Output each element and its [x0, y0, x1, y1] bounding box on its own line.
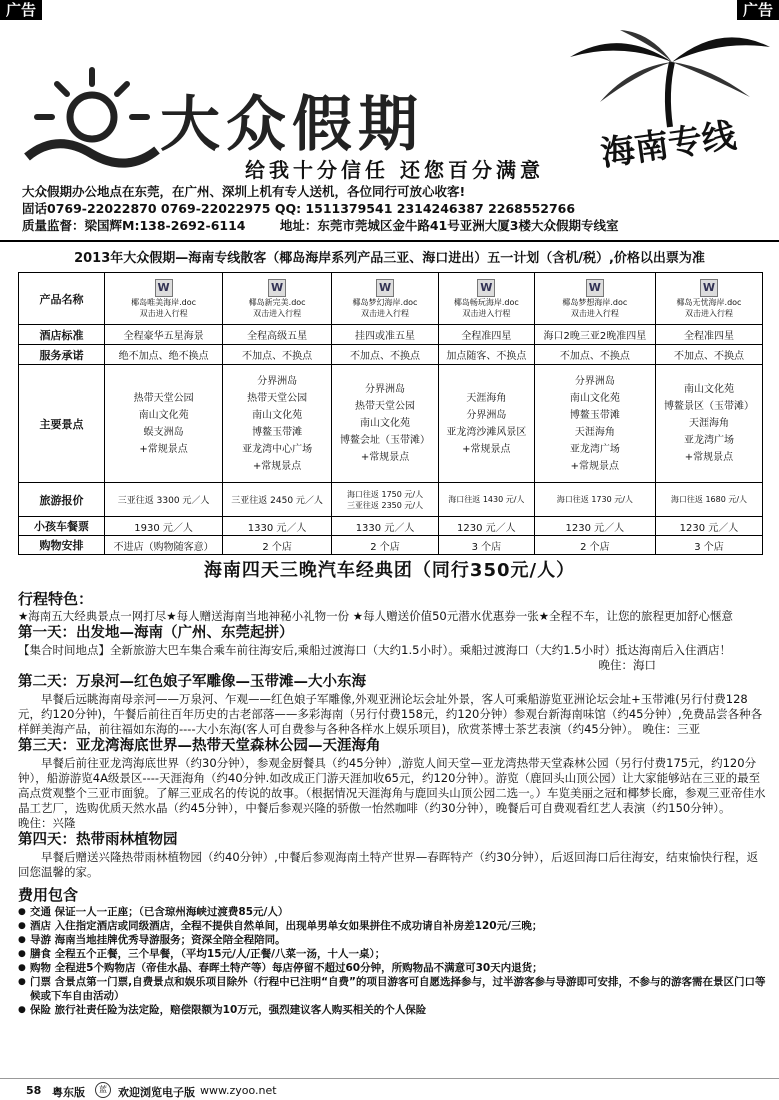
fee-item: ● 门票 含景点第一门票,自费景点和娱乐项目除外（行程中已注明“自费”的项目游客可自愿选择参与，过半游客参与导游即可安排，不参与的游客需在景区门口等候或下车自由活动） [18, 975, 766, 1003]
day3-note: 晚住：兴隆 [18, 816, 76, 830]
divider [0, 240, 779, 242]
page-footer [0, 1078, 779, 1100]
row-child: 小孩车餐票 1930 元／人 1330 元／人 1330 元／人 1230 元／人 1230 元／人 1230 元／人 [19, 517, 763, 536]
day1-title: 第一天：出发地—海南（广州、东莞起拼） [18, 625, 294, 641]
row-head: 产品名称 [19, 273, 105, 325]
slogan: 给我十分信任 还您百分满意 [245, 158, 544, 182]
palm-tree-icon [560, 22, 775, 132]
product-doc-3[interactable]: W 椰岛梦幻海岸.doc 双击进入行程 [332, 273, 439, 325]
fee-item: ● 购物 全程进5个购物店（帝佳水晶、春晖土特产等）每店停留不超过60分钟，所购物品不满意可30天内退货； [18, 961, 766, 975]
itinerary [18, 588, 766, 1017]
contact-line-1: 大众假期办公地点在东莞，在广州、深圳上机有专人送机，各位同行可放心收客! [22, 184, 466, 199]
fee-item: ● 保险 旅行社责任险为法定险，赔偿限额为10万元，强烈建议客人购买相关的个人保险 [18, 1003, 766, 1017]
page-number: 58 [26, 1084, 42, 1097]
fee-item: ● 交通 保证一人一正座；（已含琼州海峡过渡费85元/人） [18, 905, 766, 919]
product-doc-4[interactable]: W 椰岛畅玩海岸.doc 双击进入行程 [439, 273, 535, 325]
footer-url[interactable]: www.zyoo.net [200, 1084, 277, 1097]
contact-line-2: 固话0769-22022870 0769-22022975 QQ: 1511379541 2314246387 2268552766 [22, 201, 576, 216]
fee-item: ● 酒店 入住指定酒店或同级酒店，全程不提供自然单间，出现单男单女如果拼住不成功请自补房差120元/三晚； [18, 919, 766, 933]
footer-text: 欢迎浏览电子版 [118, 1086, 195, 1099]
product-table [18, 272, 763, 555]
day1-text: 【集合时间地点】全新旅游大巴车集合乘车前往海安后,乘船过渡海口（大约1.5小时）。乘船过渡海口（大约1.5小时）抵达海南后入住酒店！ 晚住：海口 [18, 643, 731, 672]
row-price: 旅游报价 三亚往返 3300 元／人 三亚往返 2450 元／人 海口往返 1750 元/人 三亚往返 2350 元/人 海口往返 1430 元/人 海口往返 1730 元/人 海口往返 1680 元/人 [19, 483, 763, 517]
day2-text: 早餐后远眺海南母亲河——万泉河、乍观——红色娘子军雕像,外观亚洲论坛会址外景，客人可乘船游览亚洲论坛会址+玉带滩(另行付费128元，约120分钟)，午餐后前往百年历史的古老部落——多彩海南（另行付费158元，约120分钟）参观台新海南味馆（约45分钟）,免费品尝各种各样鲜美海产品，前往福如东海的----大小东海(客人可自费参与各种各样水上娱乐项目)，欣赏茶博士茶艺表演（约45分钟）。 晚住：三亚 [18, 692, 763, 736]
word-doc-icon: W [376, 279, 394, 297]
sun-wave-icon [22, 62, 162, 172]
contact-line-3 [22, 217, 762, 234]
quality-supervisor: 质量监督：梁国辉M:138-2692-6114 [22, 218, 246, 233]
product-doc-2[interactable]: W 椰岛新完美.doc 双击进入行程 [223, 273, 332, 325]
tour-title: 海南四天三晚汽车经典团（同行350元/人） [203, 560, 576, 581]
ad-label-left: 广告 [0, 0, 42, 20]
spots-6: 南山文化苑 博鳌景区（玉带滩） 天涯海角 亚龙湾广场 +常规景点 [656, 365, 763, 483]
word-doc-icon: W [477, 279, 495, 297]
contact-block [22, 183, 762, 234]
fees-list [18, 905, 766, 1017]
fee-item: ● 膳食 全程五个正餐，三个早餐，（平均15元/人/正餐/八菜一汤，十人一桌）； [18, 947, 766, 961]
features-heading: 行程特色： [18, 590, 94, 608]
day4-title: 第四天：热带雨林植物园 [18, 832, 178, 848]
plan-headline: 2013年大众假期—海南专线散客（椰岛海岸系列产品三亚、海口进出）五一计划（含机/税）,价格以出票为准 [74, 251, 705, 266]
row-hotel: 酒店标准 全程豪华五星海景 全程高级五星 挂四或准五星 全程准四星 海口2晚三亚2晚准四星 全程准四星 [19, 325, 763, 345]
spots-5: 分界洲岛 南山文化苑 博鳌玉带滩 天涯海角 亚龙湾广场 +常规景点 [534, 365, 655, 483]
spots-2: 分界洲岛 热带天堂公园 南山文化苑 博鳌玉带滩 亚龙湾中心广场 +常规景点 [223, 365, 332, 483]
fee-item: ● 导游 海南当地挂牌优秀导游服务；资深全陪全程陪同。 [18, 933, 766, 947]
edition-label: 粤东版 [52, 1086, 85, 1099]
day3-text: 早餐后前往亚龙湾海底世界（约30分钟），参观金厨餐具（约45分钟）,游览人间天堂—亚龙湾热带天堂森林公园（另行付费175元，约120分钟），船游游览4A级景区----天涯海角（约40分钟.如改成正门游天涯加收65元，约120分钟）。游览（鹿回头山顶公园）让大家能够站在三亚的最至高点赏观整个三亚市面貌。了解三亚成名的传说的故事。（根据情况天涯海角与鹿回头山顶公园二选一。）车览美丽之冠和椰梦长廊，参观三亚帝佳水晶工艺厂，选购优质天然水晶（约45分钟），中餐后参观兴隆的骄傲一怡然咖啡（约30分钟），晚餐后可自费观看红艺人表演（约150分钟）。 [18, 756, 766, 815]
address: 地址：东莞市莞城区金牛路41号亚洲大厦3楼大众假期专线室 [279, 218, 619, 233]
day2-title: 第二天：万泉河—红色娘子军雕像—玉带滩—大小东海 [18, 674, 366, 690]
spots-4: 天涯海角 分界洲岛 亚龙湾沙滩风景区 +常规景点 [439, 365, 535, 483]
word-doc-icon: W [268, 279, 286, 297]
row-product-name [19, 273, 763, 325]
features-text: ★海南五大经典景点一网打尽★每人赠送海南当地神秘小礼物一份 ★每人赠送价值50元潜水优惠券一张★全程不车，让您的旅程更加舒心惬意 [18, 609, 734, 623]
day3-title: 第三天：亚龙湾海底世界—热带天堂森林公园—天涯海角 [18, 738, 381, 754]
product-doc-6[interactable]: W 椰岛无忧海岸.doc 双击进入行程 [656, 273, 763, 325]
row-shopping: 购物安排 不进店（购物随客意） 2 个店 2 个店 3 个店 2 个店 3 个店 [19, 536, 763, 555]
spots-3: 分界洲岛 热带天堂公园 南山文化苑 博鳌会址（玉带滩） +常规景点 [332, 365, 439, 483]
spots-1: 热带天堂公园 南山文化苑 蜈支洲岛 +常规景点 [105, 365, 223, 483]
word-doc-icon: W [155, 279, 173, 297]
banner [0, 22, 779, 182]
row-spots: 主要景点 热带天堂公园 南山文化苑 蜈支洲岛 +常规景点 分界洲岛 热带天堂公园 南山文化苑 博鳌玉带滩 亚龙湾中心广场 +常规景点 分界洲岛 热带天堂公园 南山文化苑 博鳌会址（玉带滩） +常规景点 天涯海角 分界洲岛 亚龙湾沙滩风景区 +常规景点 分界洲岛 南山文化苑 博鳌玉带滩 天涯海角 亚龙湾广场 +常规景点 南山文化苑 博鳌景区（玉带滩） 天涯海角 亚龙湾广场 +常规景点 [19, 365, 763, 483]
publisher-logo-icon: 蓝 [95, 1082, 111, 1098]
row-service: 服务承诺 绝不加点、绝不换点 不加点、不换点 不加点、不换点 加点随客、不换点 不加点、不换点 不加点、不换点 [19, 345, 763, 365]
word-doc-icon: W [700, 279, 718, 297]
day4-text: 早餐后赠送兴隆热带雨林植物园（约40分钟）,中餐后参观海南土特产世界—春晖特产（约30分钟），后返回海口后往海安，结束愉快行程，返回您温馨的家。 [18, 850, 759, 879]
brand-title: 大众假期 [160, 90, 424, 160]
fees-heading: 费用包含 [18, 886, 79, 904]
word-doc-icon: W [586, 279, 604, 297]
product-doc-5[interactable]: W 椰岛梦想海岸.doc 双击进入行程 [534, 273, 655, 325]
ad-label-right: 广告 [737, 0, 779, 20]
brand-subtitle: 海南专线 [598, 115, 739, 175]
day1-note: 晚住：海口 [598, 658, 656, 672]
product-doc-1[interactable]: W 椰岛唯美海岸.doc 双击进入行程 [105, 273, 223, 325]
